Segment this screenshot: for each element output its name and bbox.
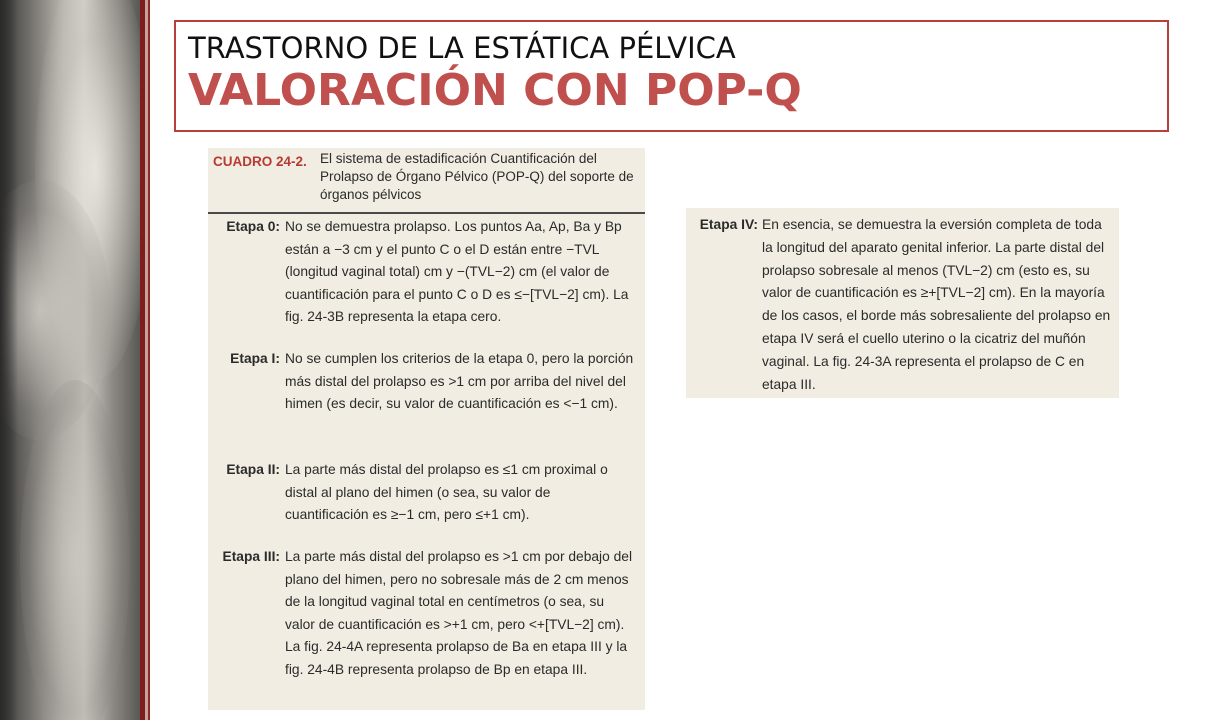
etapa-iv-box: [686, 208, 1119, 398]
cuadro-title: El sistema de estadificación Cuantificación del Prolapso de Órgano Pélvico (POP-Q) del soporte de órganos pélvicos: [320, 151, 634, 202]
decorative-photo: [0, 0, 140, 720]
stage-label: Etapa III:: [222, 549, 280, 564]
slide-title: TRASTORNO DE LA ESTÁTICA PÉLVICA: [188, 31, 736, 65]
cuadro-table: [208, 148, 645, 710]
stage-text: En esencia, se demuestra la eversión completa de toda la longitud del aparato genital inferior. La parte distal del prolapso sobresale al menos (TVL−2) cm (esto es, su valor de cuantificación es ≥+[TVL−2] cm). En la mayoría de los casos, el borde más sobresaliente del prolapso en etapa IV será el cuello uterino o la cicatriz del muñón vaginal. La fig. 24-3A representa el prolapso de C en etapa III.: [762, 217, 1111, 392]
slide-title-box: [174, 20, 1169, 132]
slide-subtitle: VALORACIÓN CON POP-Q: [188, 65, 802, 116]
stage-text: La parte más distal del prolapso es >1 cm por debajo del plano del himen, pero no sobresale más de 2 cm menos de la longitud vaginal total en centímetros (o sea, su valor de cuantificación es >+1 cm, pero <+[TVL−2] cm). La fig. 24-4A representa prolapso de Ba en etapa III y la fig. 24-4B representa prolapso de Bp en etapa III.: [285, 549, 633, 677]
red-divider-stripe-inner: [148, 0, 150, 720]
cuadro-header: [208, 148, 645, 214]
stage-label: Etapa IV:: [699, 217, 758, 232]
stage-label: Etapa 0:: [226, 219, 280, 234]
stage-label: Etapa I:: [230, 351, 280, 366]
stage-text: La parte más distal del prolapso es ≤1 cm proximal o distal al plano del himen (o sea, su valor de cuantificación es ≥−1 cm, pero ≤+1 cm).: [285, 462, 608, 522]
stage-label: Etapa II:: [226, 462, 280, 477]
cuadro-label: CUADRO 24-2.: [213, 154, 307, 169]
stage-text: No se cumplen los criterios de la etapa 0, pero la porción más distal del prolapso es >1 cm por arriba del nivel del himen (es decir, su valor de cuantificación es <−1 cm).: [285, 351, 634, 411]
stage-text: No se demuestra prolapso. Los puntos Aa, Ap, Ba y Bp están a −3 cm y el punto C o el D están entre −TVL (longitud vaginal total) cm y −(TVL−2) cm (el valor de cuantificación para el punto C o D es ≤−[TVL−2] cm). La fig. 24-3B representa la etapa cero.: [285, 219, 629, 324]
